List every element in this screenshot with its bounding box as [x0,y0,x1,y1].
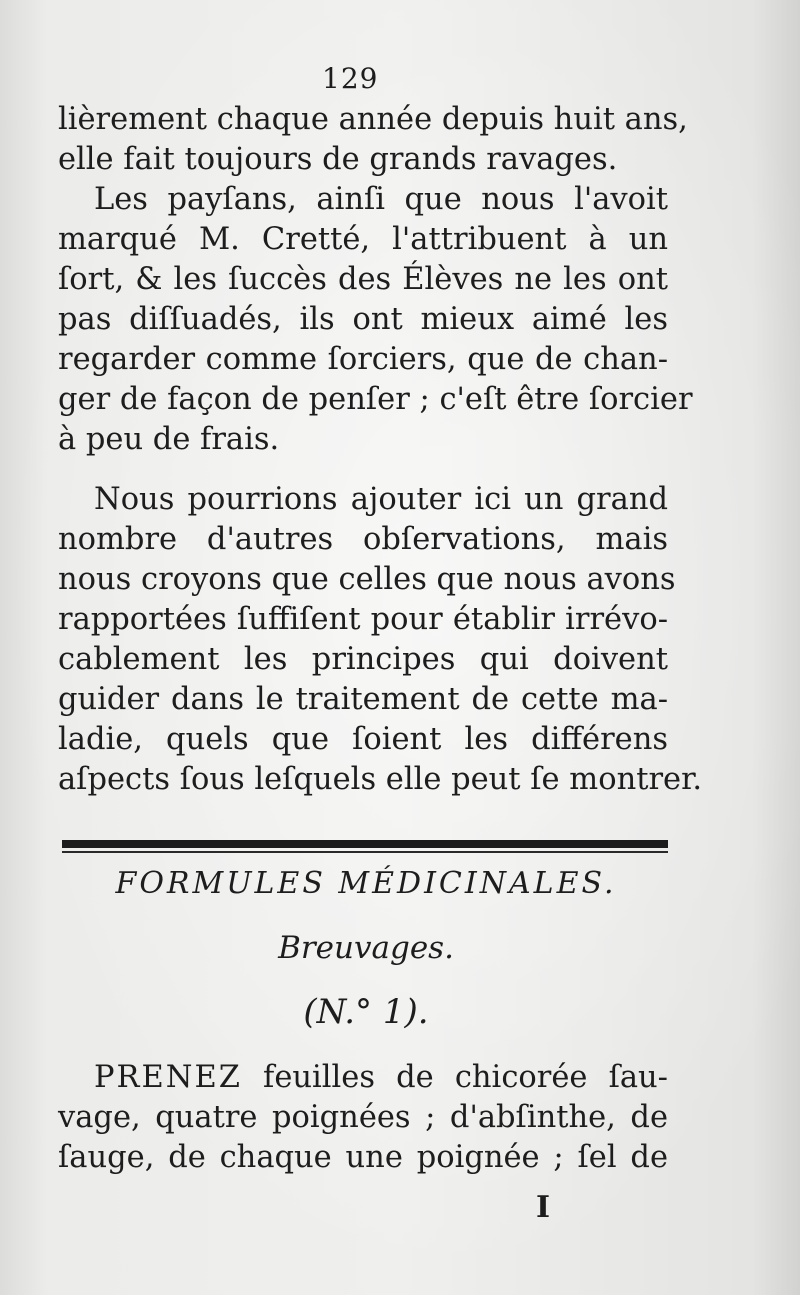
page-number: 129 [322,62,379,95]
text-line: ſauge, de chaque une poignée ; ſel de [58,1140,668,1175]
text-line-first [58,1058,668,1098]
text-line: pas diſſuadés, ils ont mieux aimé les [58,302,668,337]
text-line: cablement les principes qui doivent [58,642,668,677]
text-line: Les payſans, ainſi que nous l'avoit [94,182,668,217]
text-line: ſort, & les ſuccès des Élèves ne les ont [58,262,668,297]
paragraph-1 [58,100,693,460]
text-line: marqué M. Cretté, l'attribuent à un [58,222,668,257]
text-line: ger de façon de penſer ; c'eſt être ſorcier [58,382,693,417]
paragraph-2 [58,480,703,800]
text-line: ladie, quels que ſoient les différens [58,722,668,757]
signature-mark: I [536,1190,551,1225]
text-line: elle fait toujours de grands ravages. [58,142,618,177]
text-segment: feuilles de chicorée ſau- [263,1060,668,1095]
text-line: rapportées ſuffiſent pour établir irrévo- [58,602,668,637]
text-line: lièrement chaque année depuis huit ans, [58,102,688,137]
subheading: Breuvages. [278,930,454,966]
text-line: vage, quatre poignées ; d'abſinthe, de [58,1100,668,1135]
lead-word: PRENEZ [94,1060,242,1095]
text-line: à peu de frais. [58,422,280,457]
paragraph-3 [58,1058,668,1178]
formula-number: (N.° 1). [303,992,429,1032]
text-line: aſpects ſous leſquels elle peut ſe montrer. [58,762,703,797]
text-line: regarder comme ſorciers, que de chan- [58,342,668,377]
text-line: nous croyons que celles que nous avons [58,562,676,597]
text-line: Nous pourrions ajouter ici un grand [94,482,668,517]
section-heading: FORMULES MÉDICINALES. [115,866,617,901]
text-line: nombre d'autres obſervations, mais [58,522,668,557]
text-line: guider dans le traitement de cette ma- [58,682,668,717]
section-divider [62,840,668,848]
